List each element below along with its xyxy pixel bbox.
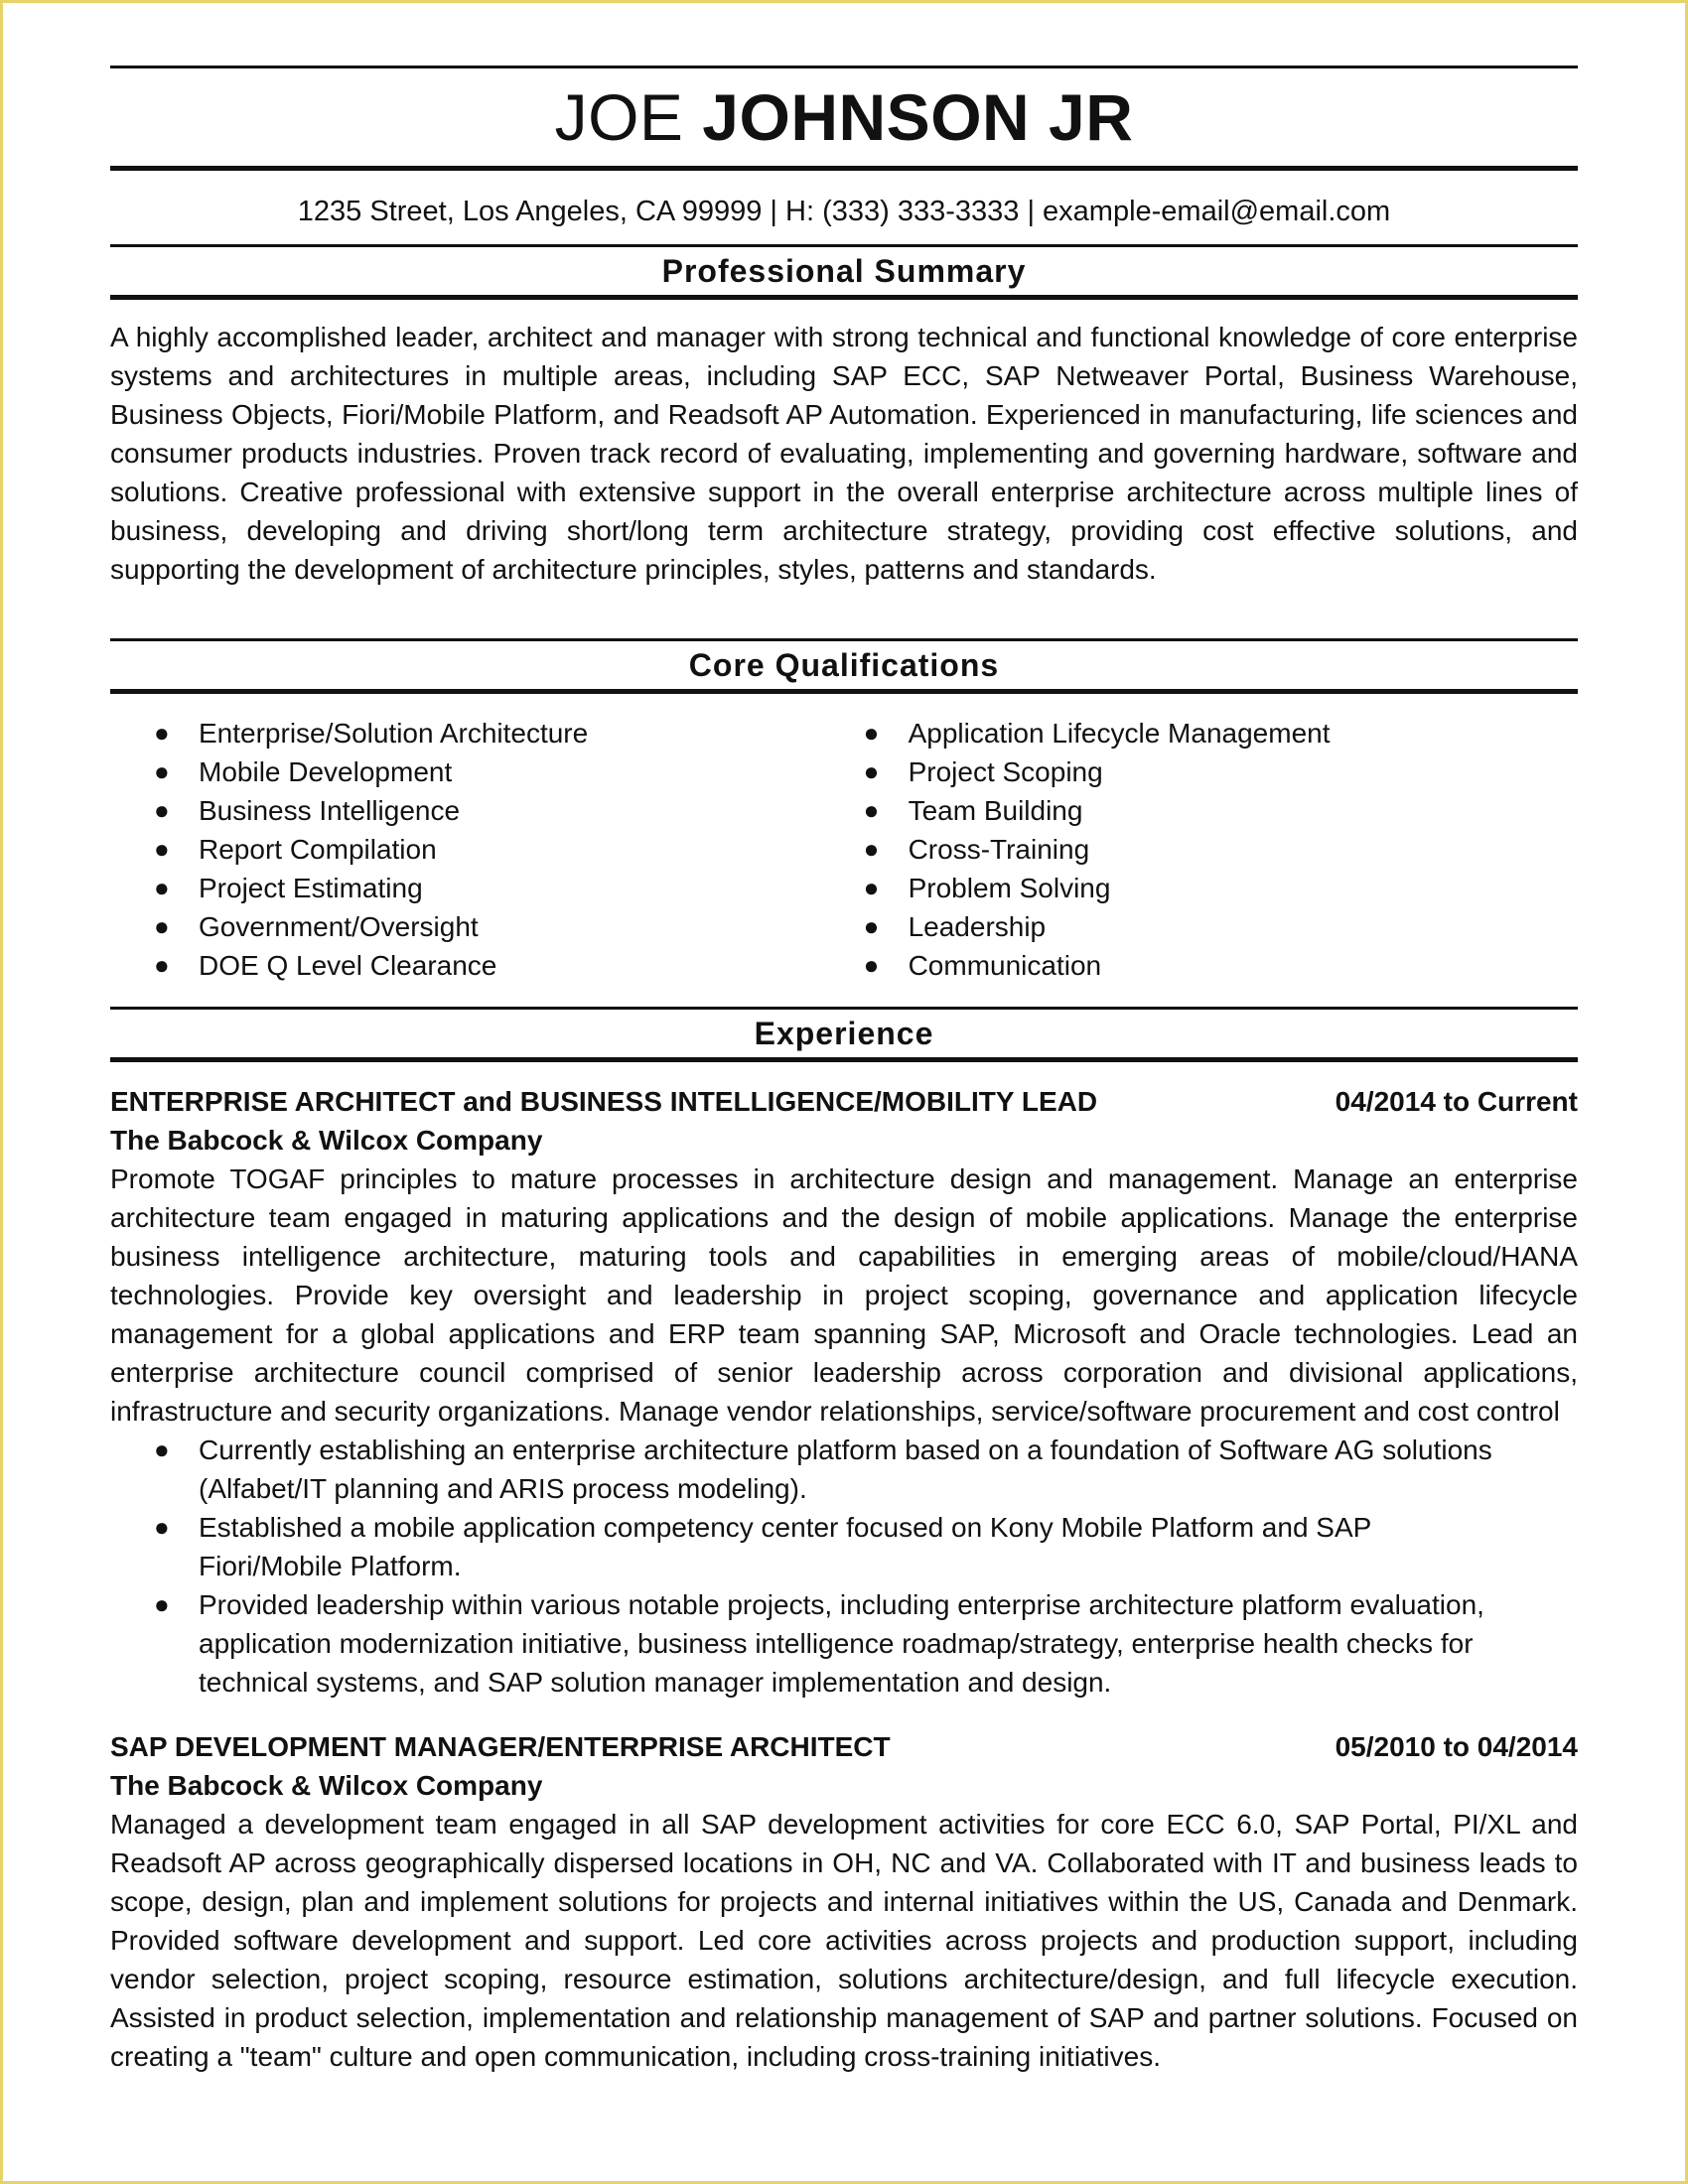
list-item: ● Problem Solving [864,869,1578,907]
list-item: ● Report Compilation [154,830,826,869]
job-header [110,1727,1578,1766]
bullet-icon: ● [154,911,170,941]
bullet-icon: ● [154,873,170,902]
list-item: ● Established a mobile application competency center focused on Kony Mobile Platform and SAP Fiori/Mobile Platform. [154,1508,1508,1585]
bullet-icon: ● [863,873,880,902]
list-item: ● Application Lifecycle Management [864,714,1578,752]
bullet-icon: ● [154,1512,170,1542]
bullet-icon: ● [154,795,170,825]
bullet-icon: ● [154,950,170,980]
job-header [110,1082,1578,1121]
list-item: ● Leadership [864,907,1578,946]
bullet-icon: ● [863,718,880,748]
job-bullets [110,1431,1578,1702]
qualifications-right-column [826,714,1578,985]
job-title: ENTERPRISE ARCHITECT and BUSINESS INTELLIGENCE/MOBILITY LEAD [110,1086,1098,1117]
bullet-icon: ● [154,834,170,864]
contact-line: 1235 Street, Los Angeles, CA 99999 | H: (333) 333-3333 | example-email@email.com [297,196,1391,227]
list-item: ● Team Building [864,791,1578,830]
job-entry [110,1727,1578,2076]
experience-title: Experience [754,1016,934,1051]
bullet-icon: ● [154,1434,170,1464]
quals-rule-bottom [110,689,1578,694]
list-item: ● Currently establishing an enterprise architecture platform based on a foundation of Software AG solutions (Alfabet/IT planning and ARIS process modeling). [154,1431,1508,1508]
list-item: ● Mobile Development [154,752,826,791]
list-item: ● Cross-Training [864,830,1578,869]
list-item: ● Enterprise/Solution Architecture [154,714,826,752]
list-item: ● Provided leadership within various notable projects, including enterprise architecture platform evaluation, application modernization initiative, business intelligence roadmap/strategy, enterprise health checks for technical systems, and SAP solution manager implementation and design. [154,1585,1508,1702]
bullet-icon: ● [863,911,880,941]
job-dates: 05/2010 to 04/2014 [1335,1731,1578,1762]
job-description: Promote TOGAF principles to mature processes in architecture design and management. Manage an enterprise architecture team engaged in maturing applications and the design of mobile applications. Manage the enterprise business intelligence architecture, maturing tools and capabilities in emerging areas of mobile/cloud/HANA technologies. Provide key oversight and leadership in project scoping, governance and application lifecycle management for a global applications and ERP team spanning SAP, Microsoft and Oracle technologies. Lead an enterprise architecture council comprised of senior leadership across corporation and divisional applications, infrastructure and security organizations. Manage vendor relationships, service/software procurement and cost control [110,1163,1578,1427]
resume-page [110,66,1578,2076]
experience-rule-bottom [110,1057,1578,1062]
job-entry [110,1082,1578,1702]
list-item: ● Business Intelligence [154,791,826,830]
job-dates: 04/2014 to Current [1335,1086,1578,1117]
last-name: JOHNSON JR [702,80,1134,154]
bullet-icon: ● [154,756,170,786]
list-item: ● Project Scoping [864,752,1578,791]
summary-text: A highly accomplished leader, architect and manager with strong technical and functional knowledge of core enterprise systems and architectures in multiple areas, including SAP ECC, SAP Netweaver Portal, Business Warehouse, Business Objects, Fiori/Mobile Platform, and Readsoft AP Automation. Experienced in manufacturing, life sciences and consumer products industries. Proven track record of evaluating, implementing and governing hardware, software and solutions. Creative professional with extensive support in the overall enterprise architecture across multiple lines of business, developing and driving short/long term architecture strategy, providing cost effective solutions, and supporting the development of architecture principles, styles, patterns and standards. [110,322,1578,585]
job-company: The Babcock & Wilcox Company [110,1125,543,1156]
job-description: Managed a development team engaged in all SAP development activities for core ECC 6.0, SAP Portal, PI/XL and Readsoft AP across geographically dispersed locations in OH, NC and VA. Collaborated with IT and business leads to scope, design, plan and implement solutions for projects and internal initiatives within the US, Canada and Denmark. Provided software development and support. Led core activities across projects and production support, including vendor selection, project scoping, resource estimation, solutions architecture/design, and full lifecycle execution. Assisted in product selection, implementation and relationship management of SAP and partner solutions. Focused on creating a "team" culture and open communication, including cross-training initiatives. [110,1809,1578,2072]
summary-title: Professional Summary [661,253,1027,289]
job-company: The Babcock & Wilcox Company [110,1770,543,1801]
job-title: SAP DEVELOPMENT MANAGER/ENTERPRISE ARCHITECT [110,1731,891,1762]
bullet-icon: ● [863,756,880,786]
bullet-icon: ● [154,718,170,748]
quals-title: Core Qualifications [688,647,1000,683]
qualifications-list [110,714,1578,985]
candidate-name [110,68,1578,166]
bullet-icon: ● [154,1589,170,1619]
name-rule [110,166,1578,171]
list-item: ● Communication [864,946,1578,985]
bullet-icon: ● [863,950,880,980]
list-item: ● DOE Q Level Clearance [154,946,826,985]
summary-rule-bottom [110,295,1578,300]
list-item: ● Project Estimating [154,869,826,907]
qualifications-left-column [110,714,826,985]
bullet-icon: ● [863,834,880,864]
list-item: ● Government/Oversight [154,907,826,946]
first-name: JOE [554,80,684,154]
bullet-icon: ● [863,795,880,825]
